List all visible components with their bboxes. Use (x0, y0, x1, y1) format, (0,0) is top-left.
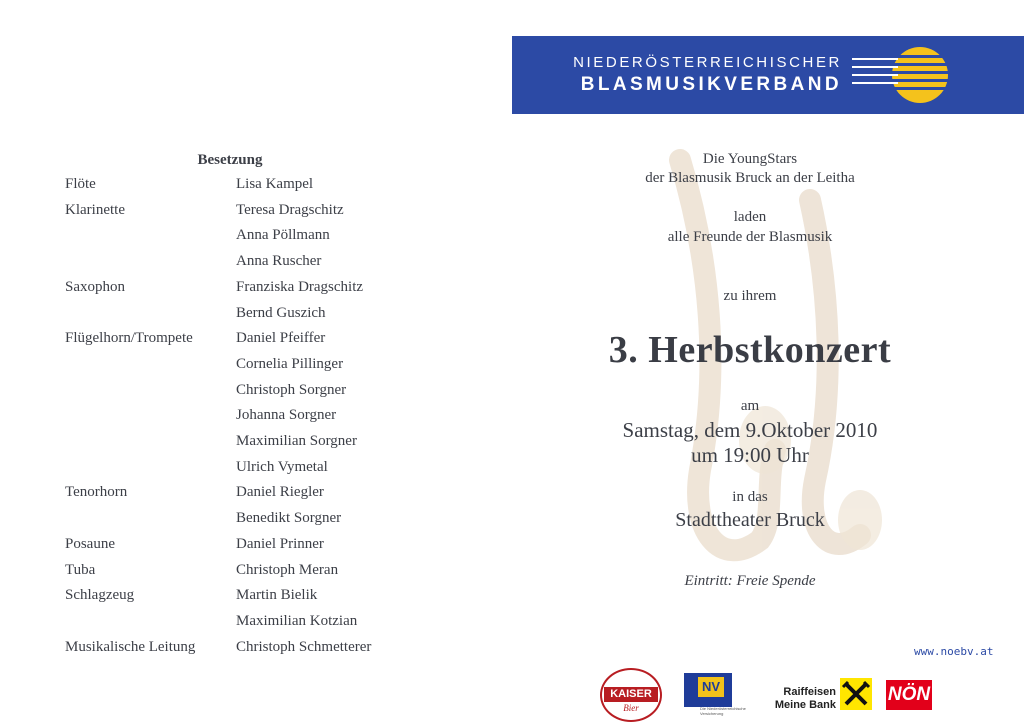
lineup-row (0, 279, 460, 305)
lineup-title: Besetzung (197, 152, 263, 168)
lineup-row (0, 176, 460, 202)
noen-logo: NÖN (886, 680, 932, 710)
musician-name: Johanna Sorgner (236, 407, 337, 424)
musician-name: Franziska Dragschitz (236, 278, 364, 295)
venue-prefix: in das (732, 489, 768, 505)
raiffeisen-giebelkreuz-icon (840, 678, 872, 710)
header-banner (512, 36, 1024, 114)
lineup-row (0, 484, 460, 510)
instrument-label: Tuba (65, 561, 96, 578)
musician-name: Daniel Riegler (236, 484, 324, 501)
lineup-row (0, 639, 460, 665)
musician-name: Anna Ruscher (236, 253, 322, 270)
invitation-line-4: alle Freunde der Blasmusik (667, 229, 833, 245)
musician-name: Martin Bielik (236, 587, 318, 604)
invitation-line-1: Die YoungStars (702, 151, 798, 167)
banner-line-1: NIEDERÖSTERREICHISCHER (573, 54, 842, 71)
lineup-row (0, 510, 460, 536)
lineup-row (0, 536, 460, 562)
musician-name: Maximilian Kotzian (236, 612, 358, 629)
nv-logo-icon (684, 673, 732, 707)
lineup-row (0, 382, 460, 408)
raiffeisen-line-1: Raiffeisen (783, 686, 836, 698)
lineup-row (0, 227, 460, 253)
musician-name: Maximilian Sorgner (236, 433, 357, 449)
date-prefix: am (740, 398, 760, 414)
kaiser-label: KAISER (604, 687, 658, 702)
lineup-row (0, 407, 460, 433)
lineup-row (0, 613, 460, 639)
musician-name: Christoph Meran (236, 561, 339, 578)
nv-subtitle: Die Niederösterreichische Versicherung (700, 706, 746, 716)
concert-time: um 19:00 Uhr (691, 443, 809, 467)
musician-name: Teresa Dragschitz (236, 201, 344, 218)
musician-name: Cornelia Pillinger (236, 355, 344, 372)
musician-name: Benedikt Sorgner (236, 510, 342, 527)
admission-note: Eintritt: Freie Spende (684, 573, 816, 589)
instrument-label: Saxophon (65, 278, 125, 295)
raiffeisen-line-2: Meine Bank (774, 699, 836, 711)
musician-name: Ulrich Vymetal (236, 458, 328, 475)
concert-venue: Stadttheater Bruck (675, 509, 825, 531)
lineup-row (0, 202, 460, 228)
musician-name: Christoph Schmetterer (236, 638, 372, 655)
lineup-row (0, 356, 460, 382)
instrument-label: Schlagzeug (65, 587, 135, 604)
musician-name: Bernd Guszich (236, 304, 326, 321)
kaiser-logo-icon (600, 668, 662, 722)
invitation-line-2: der Blasmusik Bruck an der Leitha (645, 170, 855, 186)
instrument-label: Tenorhorn (65, 484, 128, 501)
lineup-row (0, 330, 460, 356)
musician-name: Daniel Pfeiffer (236, 330, 326, 347)
banner-line-2: BLASMUSIKVERBAND (580, 74, 842, 95)
nv-label: NV (698, 677, 724, 697)
lineup-row (0, 433, 460, 459)
instrument-label: Flügelhorn/Trompete (65, 330, 193, 347)
lineup-row (0, 562, 460, 588)
instrument-label: Flöte (65, 176, 96, 192)
musician-name: Daniel Prinner (236, 535, 324, 552)
lineup-row (0, 253, 460, 279)
raiffeisen-text (764, 686, 836, 712)
instrument-label: Musikalische Leitung (65, 638, 196, 655)
kaiser-sub: Bier (623, 703, 639, 713)
lineup-row (0, 305, 460, 331)
concert-date: Samstag, dem 9.Oktober 2010 (622, 418, 878, 442)
invitation-line-5: zu ihrem (723, 288, 777, 304)
invitation-line-3: laden (733, 209, 767, 225)
musician-name: Anna Pöllmann (236, 227, 330, 244)
musician-name: Christoph Sorgner (236, 381, 347, 398)
instrument-label: Klarinette (65, 201, 125, 218)
sun-stripes-logo-icon (852, 45, 952, 105)
musician-name: Lisa Kampel (236, 176, 314, 192)
lineup-row (0, 459, 460, 485)
lineup-row (0, 587, 460, 613)
instrument-label: Posaune (65, 535, 115, 552)
website-link[interactable]: www.noebv.at (914, 645, 994, 658)
concert-title: 3. Herbstkonzert (608, 329, 892, 371)
